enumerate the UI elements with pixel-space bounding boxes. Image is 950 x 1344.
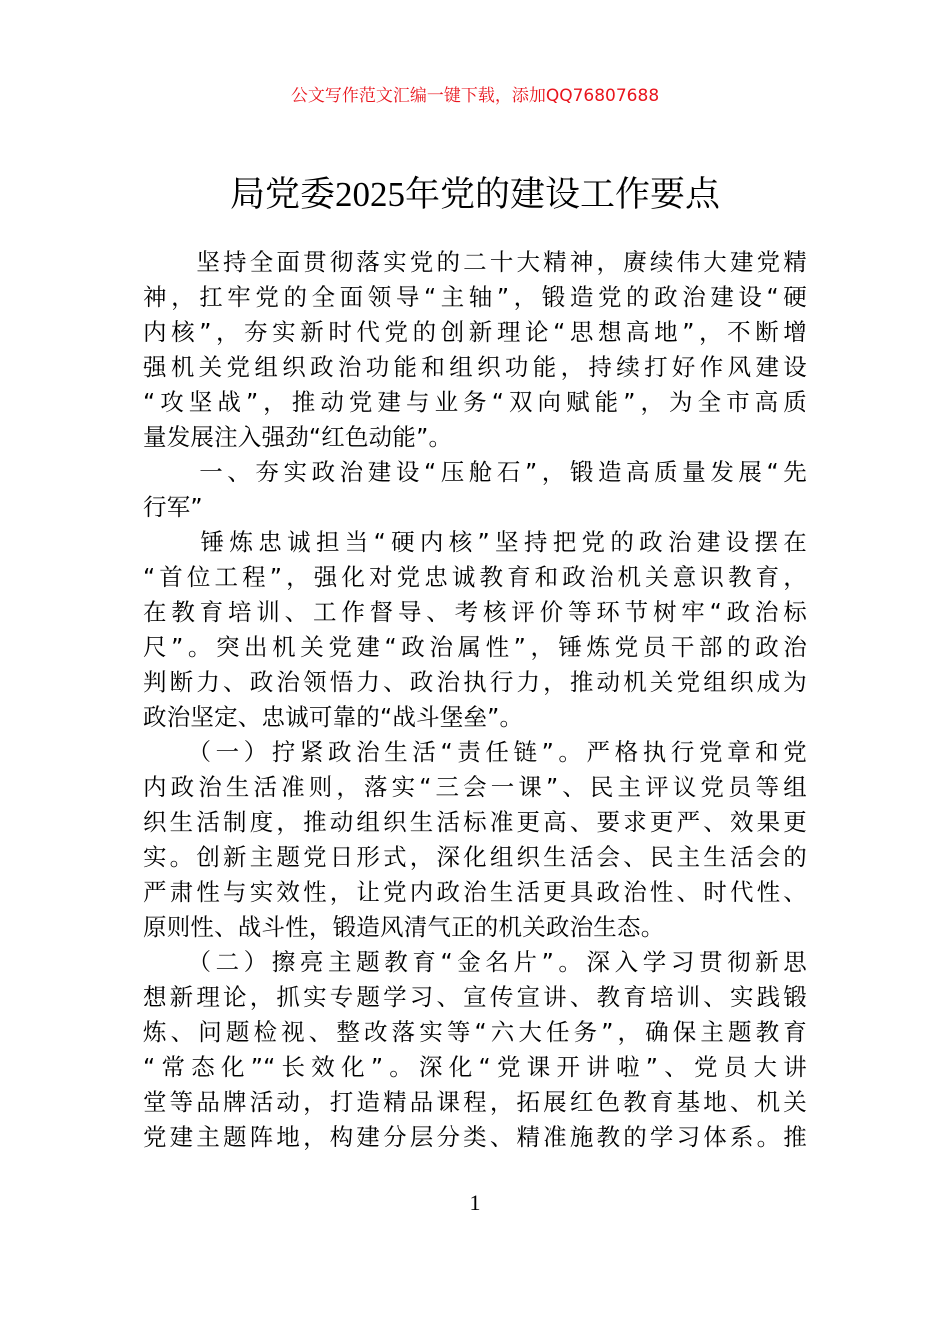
- text-line: “常态化”“长效化”。深化“党课开讲啦”、党员大讲: [143, 1053, 807, 1081]
- text-line: 强机关党组织政治功能和组织功能，持续打好作风建设: [143, 353, 807, 381]
- text-line: 党建主题阵地，构建分层分类、精准施教的学习体系。推: [143, 1123, 807, 1151]
- text-line: 实。创新主题党日形式，深化组织生活会、民主生活会的: [143, 843, 807, 871]
- text-line: 织生活制度，推动组织生活标准更高、要求更严、效果更: [143, 808, 807, 836]
- text-line: 政治坚定、忠诚可靠的“战斗堡垒”。: [143, 703, 524, 731]
- text-line: 原则性、战斗性，锻造风清气正的机关政治生态。: [143, 913, 665, 941]
- section-heading-line: 行军”: [143, 493, 203, 521]
- page-title: [0, 170, 950, 220]
- text-line: 想新理论，抓实专题学习、宣传宣讲、教育培训、实践锻: [143, 983, 807, 1011]
- text-line: 量发展注入强劲“红色动能”。: [143, 423, 453, 451]
- document-body: [143, 245, 807, 1155]
- text-line: 堂等品牌活动，打造精品课程，拓展红色教育基地、机关: [143, 1088, 807, 1116]
- download-promo-note: 公文写作范文汇编一键下载，添加QQ76807688: [290, 86, 660, 106]
- text-line: 内政治生活准则，落实“三会一课”、民主评议党员等组: [143, 773, 807, 801]
- text-line: 在教育培训、工作督导、考核评价等环节树牢“政治标: [143, 598, 807, 626]
- text-line: 判断力、政治领悟力、政治执行力，推动机关党组织成为: [143, 668, 807, 696]
- text-line: 尺”。突出机关党建“政治属性”，锤炼党员干部的政治: [143, 633, 807, 661]
- text-line: （一）拧紧政治生活“责任链”。严格执行党章和党: [143, 738, 807, 766]
- text-line: “首位工程”，强化对党忠诚教育和政治机关意识教育，: [143, 563, 807, 591]
- title-year: 2025: [335, 175, 405, 214]
- section-heading-line: 一、夯实政治建设“压舱石”，锻造高质量发展“先: [143, 458, 807, 486]
- text-line: 坚持全面贯彻落实党的二十大精神，赓续伟大建党精: [143, 248, 807, 276]
- text-line: 锤炼忠诚担当“硬内核”坚持把党的政治建设摆在: [143, 528, 807, 556]
- text-line: “攻坚战”，推动党建与业务“双向赋能”，为全市高质: [143, 388, 807, 416]
- title-prefix: 局党委: [229, 175, 335, 215]
- text-line: 神，扛牢党的全面领导“主轴”，锻造党的政治建设“硬: [143, 283, 807, 311]
- text-line: 炼、问题检视、整改落实等“六大任务”，确保主题教育: [143, 1018, 807, 1046]
- text-line: 严肃性与实效性，让党内政治生活更具政治性、时代性、: [143, 878, 807, 906]
- page-number: 1: [469, 1190, 481, 1215]
- title-suffix: 年党的建设工作要点: [405, 175, 721, 215]
- text-line: 内核”，夯实新时代党的创新理论“思想高地”，不断增: [143, 318, 807, 346]
- text-line: （二）擦亮主题教育“金名片”。深入学习贯彻新思: [143, 948, 807, 976]
